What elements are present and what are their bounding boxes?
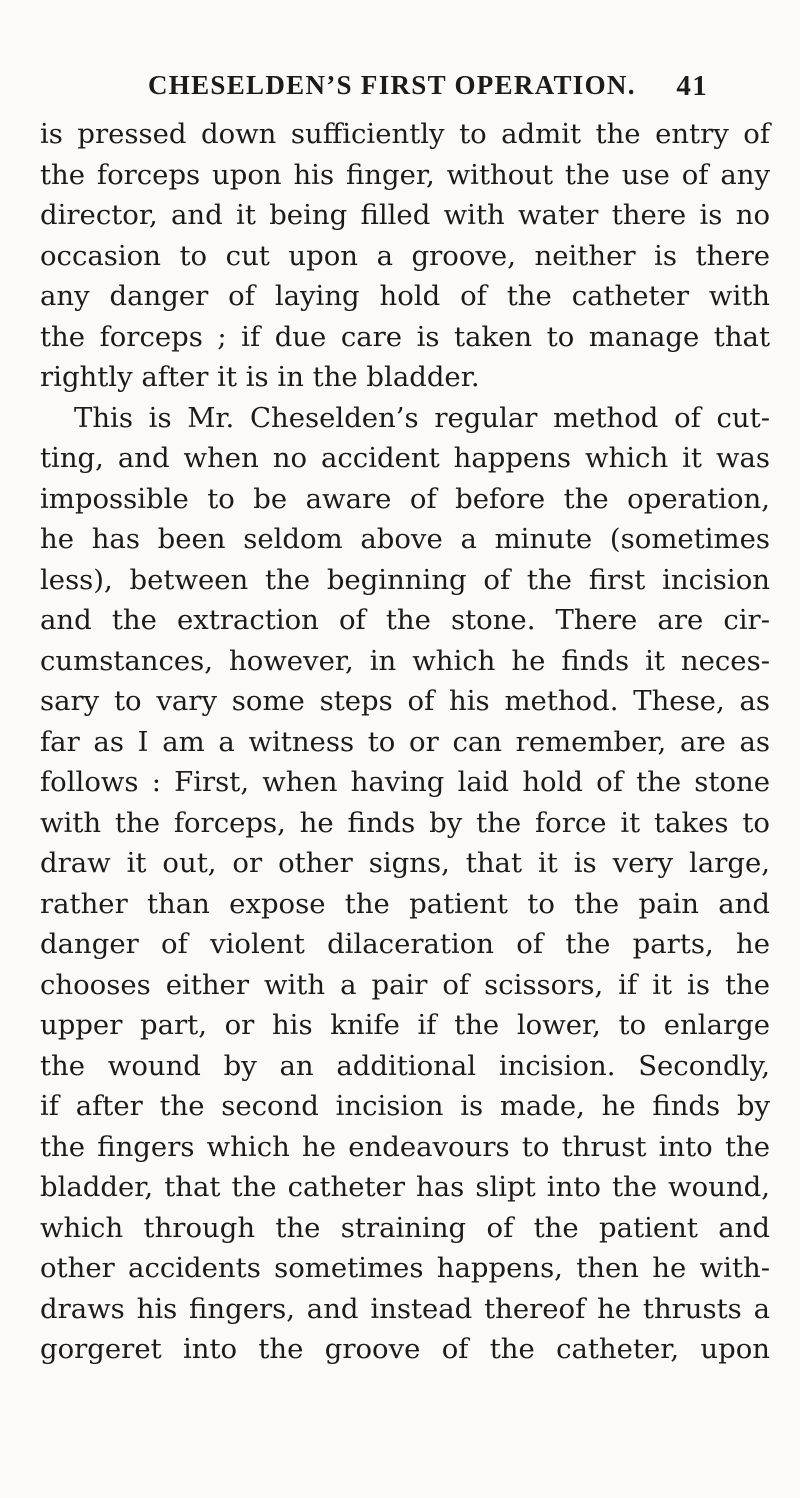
text-line: any danger of laying hold of the catheter with xyxy=(40,280,770,312)
text-line: upper part, or his knife if the lower, to enlarge xyxy=(40,1009,770,1041)
text-line: ting, and when no accident happens which it was xyxy=(40,442,770,474)
text-line: he has been seldom above a minute (sometimes xyxy=(40,523,770,555)
text-line: rightly after it is in the bladder. xyxy=(40,361,480,393)
text-line: rather than expose the patient to the pain and xyxy=(40,887,770,920)
text-line: and the extraction of the stone. There are cir- xyxy=(40,604,770,636)
text-line: if after the second incision is made, he finds by xyxy=(40,1090,770,1122)
text-line: draw it out, or other signs, that it is very large, xyxy=(40,847,770,879)
text-line: the forceps upon his finger, without the use of any xyxy=(40,158,770,191)
running-head-title: CHESELDEN’S FIRST OPERATION. xyxy=(148,70,636,100)
text-line: the fingers which he endeavours to thrust into the xyxy=(40,1130,770,1163)
text-line: with the forceps, he finds by the force it takes to xyxy=(40,806,770,839)
text-line: cumstances, however, in which he finds it neces- xyxy=(40,644,770,677)
text-line: the wound by an additional incision. Secondly, xyxy=(40,1049,770,1082)
body-text xyxy=(40,114,770,1370)
text-line: gorgeret into the groove of the catheter, upon xyxy=(40,1333,770,1365)
paragraph-start-line: This is Mr. Cheselden’s regular method of cut- xyxy=(74,401,770,434)
text-line: far as I am a witness to or can remember, are as xyxy=(40,725,770,758)
text-line: follows : First, when having laid hold of the stone xyxy=(40,766,770,798)
text-line: draws his fingers, and instead thereof he thrusts a xyxy=(40,1292,770,1325)
text-line: occasion to cut upon a groove, neither is there xyxy=(40,239,770,272)
text-line: which through the straining of the patient and xyxy=(40,1211,770,1244)
text-line: sary to vary some steps of his method. These, as xyxy=(40,685,770,717)
running-head xyxy=(148,70,708,110)
text-line: less), between the beginning of the first incision xyxy=(40,563,770,596)
page-number: 41 xyxy=(676,70,708,102)
text-line: bladder, that the catheter has slipt into the wound, xyxy=(40,1171,770,1203)
text-line: danger of violent dilaceration of the parts, he xyxy=(40,928,770,960)
text-line: the forceps ; if due care is taken to manage that xyxy=(40,320,770,353)
text-line: other accidents sometimes happens, then he with- xyxy=(40,1252,770,1284)
text-line: impossible to be aware of before the operation, xyxy=(40,482,770,515)
text-line: director, and it being filled with water there is no xyxy=(40,199,770,231)
text-line: chooses either with a pair of scissors, if it is the xyxy=(40,968,770,1001)
text-line: is pressed down sufficiently to admit the entry of xyxy=(40,118,770,150)
